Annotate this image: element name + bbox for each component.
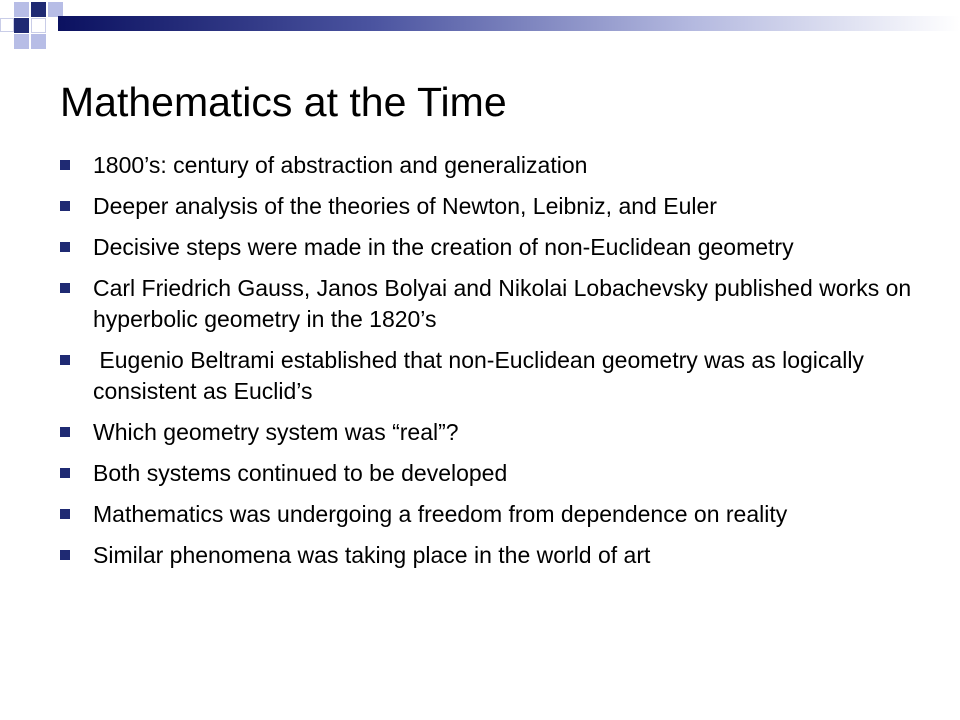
bullet-item xyxy=(60,345,920,407)
square-bullet-icon xyxy=(60,160,70,170)
square-bullet-icon xyxy=(60,283,70,293)
bullet-text: Mathematics was undergoing a freedom from dependence on reality xyxy=(93,501,788,527)
square-bullet-icon xyxy=(60,427,70,437)
bullet-list xyxy=(60,150,920,581)
bullet-text: Eugenio Beltrami established that non-Euclidean geometry was as logically consistent as Euclid’s xyxy=(93,347,871,404)
decorative-square-1 xyxy=(14,2,29,17)
bullet-item xyxy=(60,540,920,571)
square-bullet-icon xyxy=(60,550,70,560)
square-bullet-icon xyxy=(60,355,70,365)
decorative-square-6 xyxy=(31,18,46,33)
bullet-text: Similar phenomena was taking place in the world of art xyxy=(93,542,651,568)
header-decoration xyxy=(0,0,960,60)
bullet-item xyxy=(60,273,920,335)
square-bullet-icon xyxy=(60,509,70,519)
bullet-item xyxy=(60,232,920,263)
bullet-text: Both systems continued to be developed xyxy=(93,460,508,486)
decorative-square-4 xyxy=(0,18,14,32)
bullet-item xyxy=(60,458,920,489)
slide-title: Mathematics at the Time xyxy=(60,79,507,125)
bullet-item xyxy=(60,417,920,448)
square-bullet-icon xyxy=(60,242,70,252)
decorative-square-5 xyxy=(14,18,29,33)
bullet-item xyxy=(60,191,920,222)
bullet-item xyxy=(60,499,920,530)
bullet-text: Carl Friedrich Gauss, Janos Bolyai and Nikolai Lobachevsky published works on hyperbolic geometry in the 1820’s xyxy=(93,275,918,332)
header-gradient-bar xyxy=(58,16,960,31)
decorative-square-2 xyxy=(31,2,46,17)
bullet-text: Deeper analysis of the theories of Newton, Leibniz, and Euler xyxy=(93,193,717,219)
bullet-text: 1800’s: century of abstraction and generalization xyxy=(93,152,588,178)
bullet-text: Which geometry system was “real”? xyxy=(93,419,459,445)
decorative-square-8 xyxy=(31,34,46,49)
bullet-item xyxy=(60,150,920,181)
decorative-square-3 xyxy=(48,2,63,17)
decorative-square-7 xyxy=(14,34,29,49)
square-bullet-icon xyxy=(60,468,70,478)
square-bullet-icon xyxy=(60,201,70,211)
bullet-text: Decisive steps were made in the creation of non-Euclidean geometry xyxy=(93,234,794,260)
